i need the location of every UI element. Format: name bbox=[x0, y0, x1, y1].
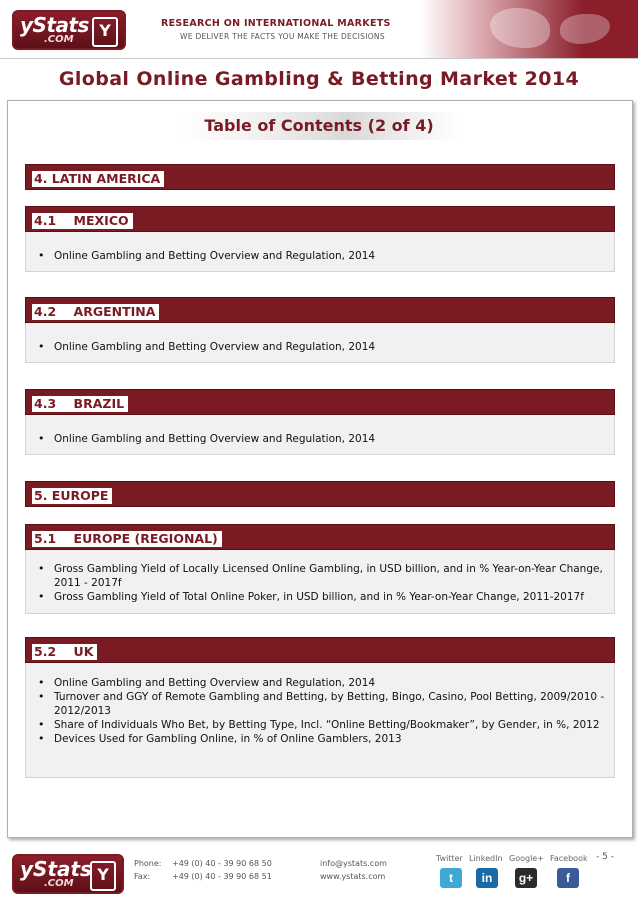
phone-label: Phone: bbox=[134, 859, 162, 868]
section-title: 4. LATIN AMERICA bbox=[32, 171, 164, 187]
list-item[interactable]: • Gross Gambling Yield of Total Online Poker, in USD billion, and in % Year-on-Year Change, 2011-2017f bbox=[54, 590, 614, 604]
section-header-uk[interactable] bbox=[25, 637, 615, 663]
fax-label: Fax: bbox=[134, 872, 151, 881]
page-footer bbox=[0, 846, 638, 903]
list-item[interactable]: • Gross Gambling Yield of Locally Licensed Online Gambling, in USD billion, and in % Year-on-Year Change, 2011 - 2017f bbox=[54, 562, 614, 590]
item-list bbox=[26, 340, 614, 354]
list-item[interactable]: • Online Gambling and Betting Overview and Regulation, 2014 bbox=[54, 432, 614, 446]
logo-mark-icon: Y bbox=[90, 861, 116, 891]
list-item[interactable]: • Online Gambling and Betting Overview and Regulation, 2014 bbox=[54, 340, 614, 354]
logo-text: yStats bbox=[20, 13, 89, 37]
list-item[interactable]: • Online Gambling and Betting Overview and Regulation, 2014 bbox=[54, 249, 614, 263]
logo-domain: .COM bbox=[44, 878, 74, 889]
facebook-icon[interactable]: f bbox=[557, 868, 579, 888]
section-title: 4.1 MEXICO bbox=[32, 213, 133, 229]
ystats-logo[interactable] bbox=[12, 10, 126, 50]
list-item[interactable]: • Turnover and GGY of Remote Gambling and Betting, by Betting, Bingo, Casino, Pool Betting, 2009/2010 - 2012/2013 bbox=[54, 690, 614, 718]
contact-web bbox=[320, 857, 387, 883]
world-map-icon bbox=[420, 0, 638, 58]
item-list bbox=[26, 249, 614, 263]
section-header-mexico[interactable] bbox=[25, 206, 615, 232]
fax-number: +49 (0) 40 - 39 90 68 51 bbox=[172, 872, 272, 881]
toc-heading: Table of Contents (2 of 4) bbox=[180, 112, 458, 140]
linkedin-label: LinkedIn bbox=[469, 854, 503, 863]
item-list bbox=[26, 562, 614, 604]
section-body-europe-regional bbox=[25, 550, 615, 614]
list-item[interactable]: • Online Gambling and Betting Overview and Regulation, 2014 bbox=[54, 676, 614, 690]
section-title: 4.3 BRAZIL bbox=[32, 396, 128, 412]
facebook-label: Facebook bbox=[550, 854, 588, 863]
section-body-uk bbox=[25, 663, 615, 778]
list-item[interactable]: • Share of Individuals Who Bet, by Betting Type, Incl. “Online Betting/Bookmaker”, by Gender, in %, 2012 bbox=[54, 718, 614, 732]
header-subtagline: WE DELIVER THE FACTS YOU MAKE THE DECISIONS bbox=[180, 32, 385, 41]
logo-domain: .COM bbox=[44, 34, 74, 45]
website-link[interactable]: www.ystats.com bbox=[320, 872, 386, 881]
footer-ystats-logo[interactable] bbox=[12, 854, 124, 894]
item-list bbox=[26, 432, 614, 446]
logo-mark-icon: Y bbox=[92, 17, 118, 47]
section-body-brazil bbox=[25, 415, 615, 455]
email-link[interactable]: info@ystats.com bbox=[320, 859, 387, 868]
section-title: 4.2 ARGENTINA bbox=[32, 304, 159, 320]
contact-labels bbox=[134, 857, 161, 883]
section-header-europe[interactable] bbox=[25, 481, 615, 507]
item-list bbox=[26, 676, 614, 746]
section-header-europe-regional[interactable] bbox=[25, 524, 615, 550]
googleplus-label: Google+ bbox=[509, 854, 544, 863]
section-header-latin-america[interactable] bbox=[25, 164, 615, 190]
section-body-mexico bbox=[25, 232, 615, 272]
section-header-brazil[interactable] bbox=[25, 389, 615, 415]
contact-numbers bbox=[172, 857, 272, 883]
twitter-icon[interactable]: t bbox=[440, 868, 462, 888]
header-tagline: RESEARCH ON INTERNATIONAL MARKETS bbox=[161, 18, 391, 29]
twitter-label: Twitter bbox=[436, 854, 463, 863]
phone-number[interactable]: +49 (0) 40 - 39 90 68 50 bbox=[172, 859, 272, 868]
page-header bbox=[0, 0, 638, 59]
googleplus-icon[interactable]: g+ bbox=[515, 868, 537, 888]
page-number: - 5 - bbox=[596, 852, 614, 862]
section-header-argentina[interactable] bbox=[25, 297, 615, 323]
section-title: 5.2 UK bbox=[32, 644, 97, 660]
section-title: 5.1 EUROPE (REGIONAL) bbox=[32, 531, 222, 547]
list-item[interactable]: • Devices Used for Gambling Online, in % of Online Gamblers, 2013 bbox=[54, 732, 614, 746]
section-body-argentina bbox=[25, 323, 615, 363]
linkedin-icon[interactable]: in bbox=[476, 868, 498, 888]
logo-text: yStats bbox=[20, 857, 92, 881]
section-title: 5. EUROPE bbox=[32, 488, 112, 504]
page-title: Global Online Gambling & Betting Market 2014 bbox=[58, 68, 580, 90]
